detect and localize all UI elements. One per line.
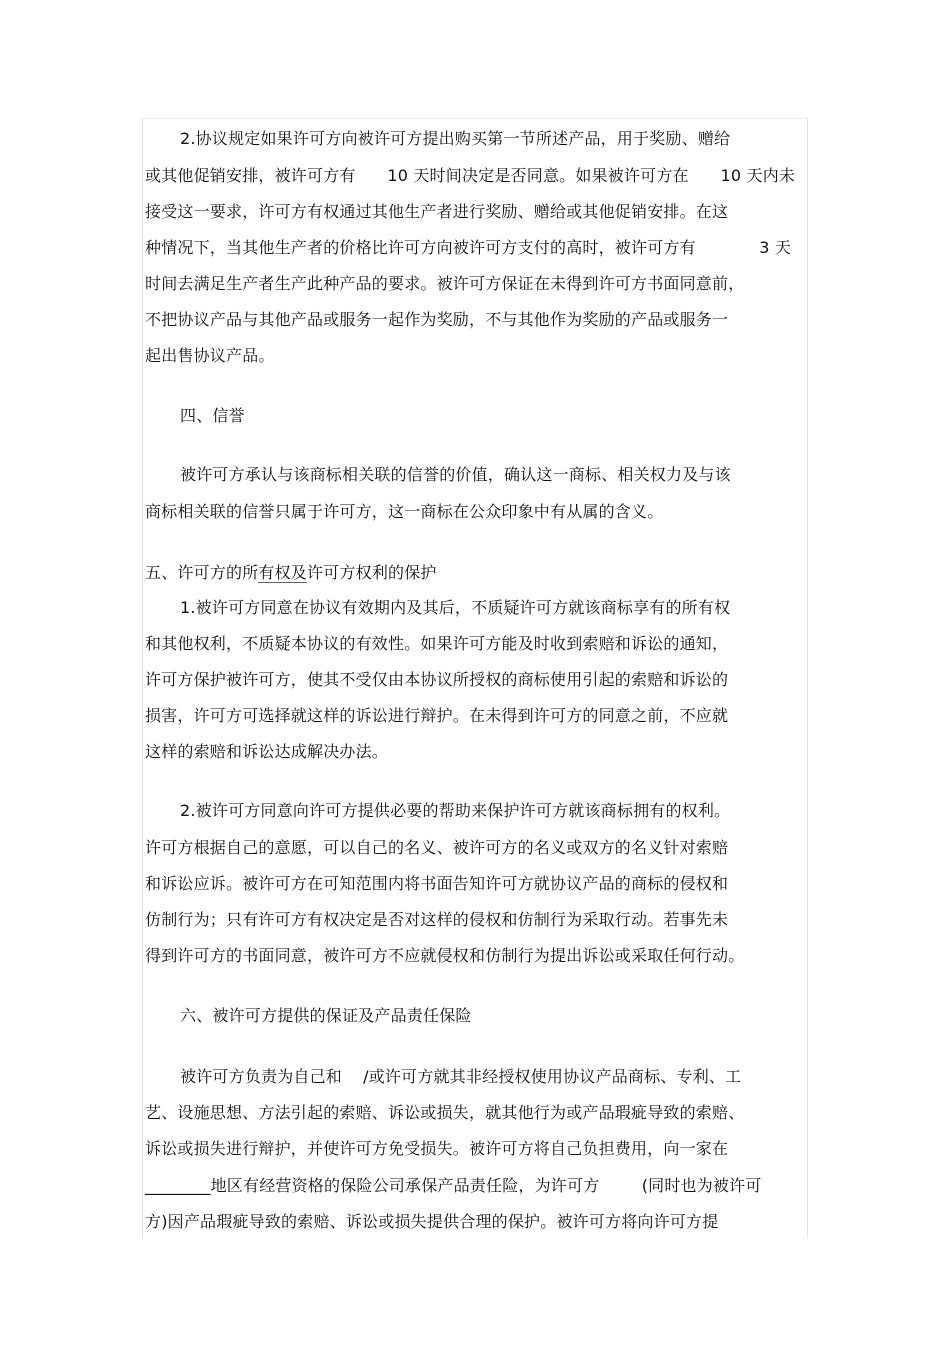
text-line: 得到许可方的书面同意，被许可方不应就侵权和仿制行为提出诉讼或采取任何行动。 xyxy=(145,946,745,965)
text-line: 许可方根据自己的意愿，可以自己的名义、被许可方的名义或双方的名义针对索赔 xyxy=(145,838,729,857)
text-line: 和其他权利，不质疑本协议的有效性。如果许可方能及时收到索赔和诉讼的通知， xyxy=(145,634,729,653)
section-heading: 六、被许可方提供的保证及产品责任保险 xyxy=(180,1006,472,1025)
text-line: 2.被许可方同意向许可方提供必要的帮助来保护许可方就该商标拥有的权利。 xyxy=(180,801,731,820)
text-line: 不把协议产品与其他产品或服务一起作为奖励，不与其他作为奖励的产品或服务一 xyxy=(145,310,729,329)
text-line: 商标相关联的信誉只属于许可方，这一商标在公众印象中有从属的含义。 xyxy=(145,502,664,521)
text-line: 种情况下，当其他生产者的价格比许可方向被许可方支付的高时，被许可方有 3 天 xyxy=(145,238,792,257)
text-line: 诉讼或损失进行辩护，并使许可方免受损失。被许可方将自己负担费用，向一家在 xyxy=(145,1139,729,1158)
text-line: 2.协议规定如果许可方向被许可方提出购买第一节所述产品，用于奖励、赠给 xyxy=(180,129,731,148)
text-line: 或其他促销安排，被许可方有 10 天时间决定是否同意。如果被许可方在 10 天内未 xyxy=(145,166,796,185)
text-line: 和诉讼应诉。被许可方在可知范围内将书面告知许可方就协议产品的商标的侵权和 xyxy=(145,874,729,893)
heading-part: 有权及 xyxy=(258,563,308,582)
text-line: 许可方保护被许可方，使其不受仅由本协议所授权的商标使用引起的索赔和诉讼的 xyxy=(145,670,729,689)
text-line: 被许可方负责为自己和 /或许可方就其非经授权使用协议产品商标、专利、工 xyxy=(180,1067,742,1086)
text-line: 方)因产品瑕疵导致的索赔、诉讼或损失提供合理的保护。被许可方将向许可方提 xyxy=(145,1212,719,1231)
text-line: 这样的索赔和诉讼达成解决办法。 xyxy=(145,742,389,761)
text-line: 起出售协议产品。 xyxy=(145,346,275,365)
section-heading: 四、信誉 xyxy=(180,406,245,425)
text-line: 艺、设施思想、方法引起的索赔、诉讼或损失，就其他行为或产品瑕疵导致的索赔、 xyxy=(145,1103,745,1122)
text-line: 仿制行为；只有许可方有权决定是否对这样的侵权和仿制行为采取行动。若事先未 xyxy=(145,910,729,929)
heading-part: 许可方权利的保护 xyxy=(307,563,437,582)
text-line: 1.被许可方同意在协议有效期内及其后，不质疑许可方就该商标享有的所有权 xyxy=(180,598,731,617)
heading-part: 五、许可方的所 xyxy=(145,563,259,582)
text-line: 接受这一要求，许可方有权通过其他生产者进行奖励、赠给或其他促销安排。在这 xyxy=(145,202,729,221)
text-line: 被许可方承认与该商标相关联的信誉的价值，确认这一商标、相关权力及与该 xyxy=(180,465,731,484)
section-heading xyxy=(145,563,437,583)
text-line: ________地区有经营资格的保险公司承保产品责任险，为许可方 (同时也为被许可 xyxy=(145,1176,762,1195)
text-line: 时间去满足生产者生产此种产品的要求。被许可方保证在未得到许可方书面同意前， xyxy=(145,274,745,293)
text-line: 损害，许可方可选择就这样的诉讼进行辩护。在未得到许可方的同意之前，不应就 xyxy=(145,706,729,725)
